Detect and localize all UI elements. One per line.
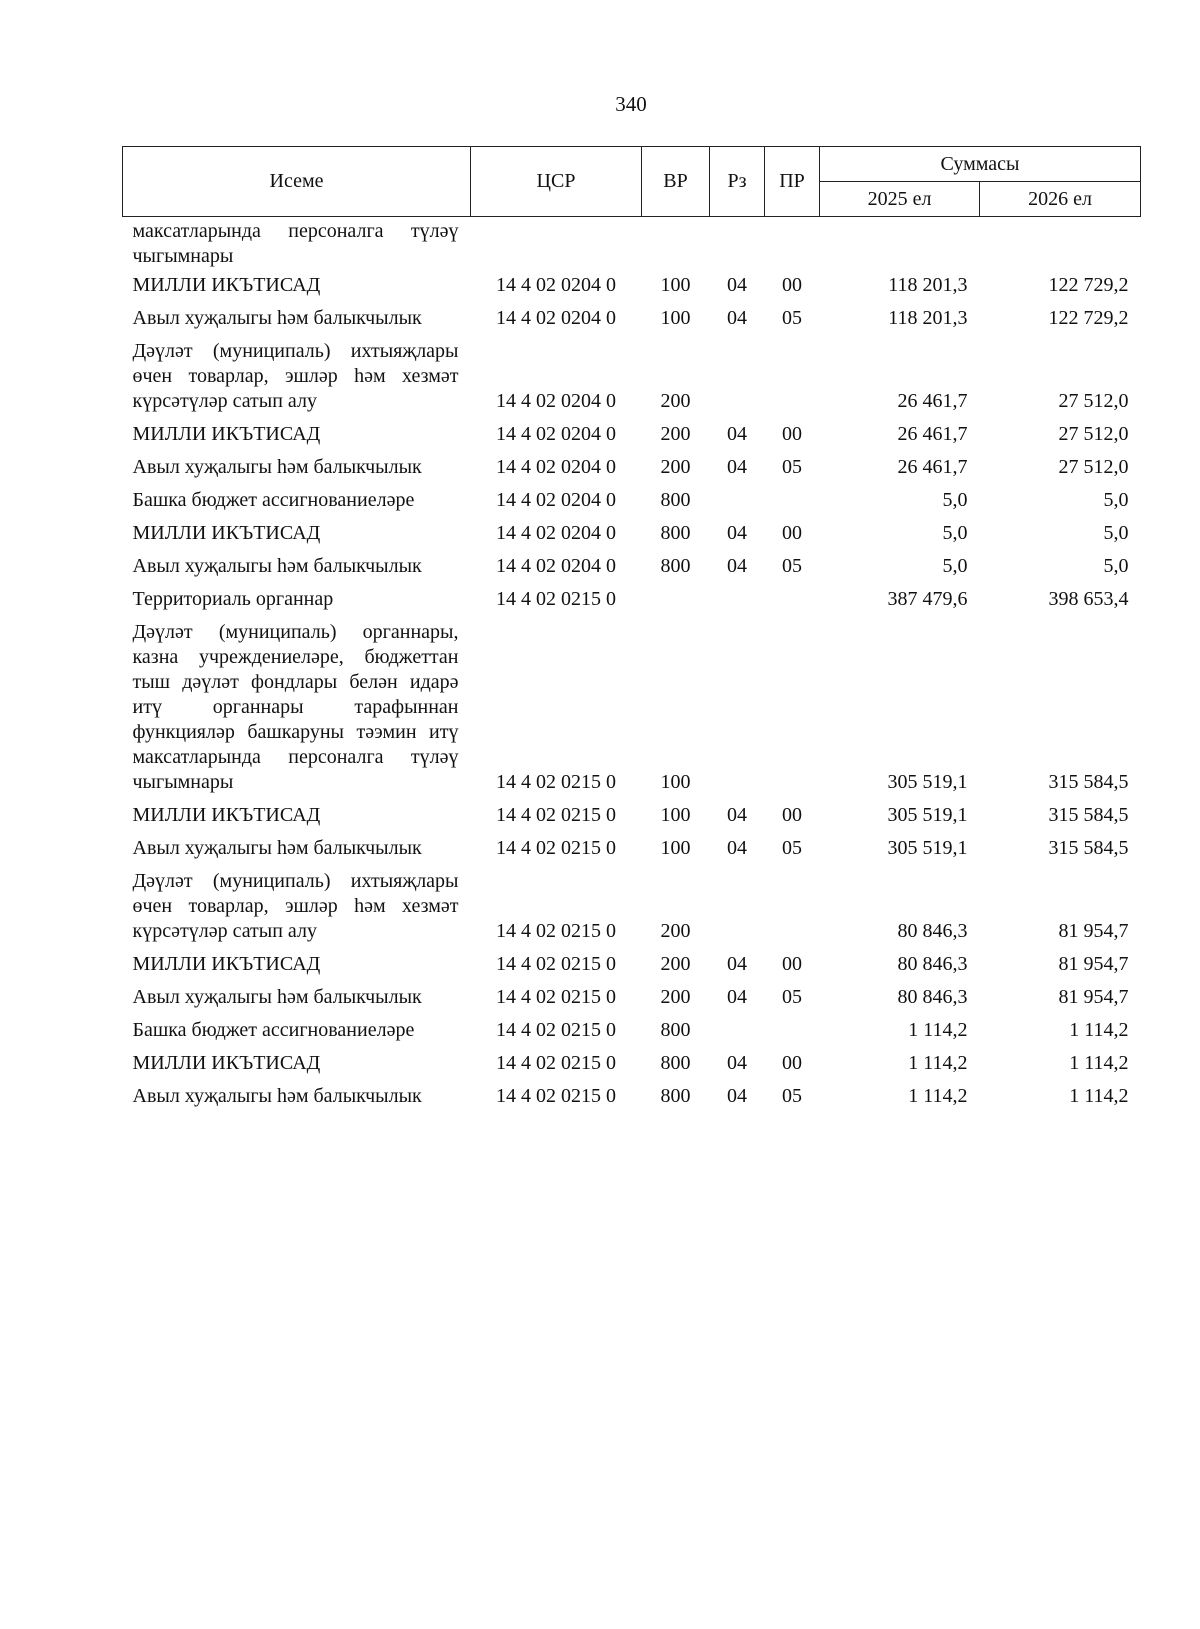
row-sum-2026: 315 584,5 — [1048, 771, 1129, 793]
row-sum-2025: 118 201,3 — [888, 307, 968, 329]
row-csr: 14 4 02 0204 0 — [496, 307, 616, 329]
row-vr: 200 — [660, 390, 691, 412]
row-sum-2026: 122 729,2 — [1048, 274, 1129, 296]
table-row — [123, 488, 1141, 521]
row-sum-2025: 1 114,2 — [908, 1019, 968, 1041]
row-sum-2025: 26 461,7 — [897, 390, 968, 412]
row-csr: 14 4 02 0215 0 — [496, 953, 616, 975]
row-pr: 00 — [782, 423, 802, 445]
row-rz — [710, 869, 765, 952]
row-pr: 00 — [782, 1052, 802, 1074]
row-csr: 14 4 02 0204 0 — [496, 555, 616, 577]
budget-table — [122, 146, 1141, 1117]
row-vr: 100 — [660, 804, 691, 826]
row-vr: 800 — [660, 522, 691, 544]
table-row — [123, 422, 1141, 455]
row-rz: 04 — [727, 456, 747, 478]
row-vr: 100 — [660, 837, 691, 859]
table-row — [123, 306, 1141, 339]
row-name: Территориаль органнар — [132, 588, 334, 610]
row-pr — [765, 869, 820, 952]
row-vr — [642, 587, 710, 620]
row-name: Авыл хуҗалыгы һәм балыкчылык — [132, 1085, 422, 1107]
header-rz: Рз — [710, 147, 765, 217]
row-csr: 14 4 02 0215 0 — [496, 804, 616, 826]
row-rz — [710, 217, 765, 274]
row-sum-2025: 5,0 — [942, 522, 968, 544]
row-pr — [765, 620, 820, 803]
row-name: Авыл хуҗалыгы һәм балыкчылык — [132, 986, 422, 1008]
row-rz — [710, 620, 765, 803]
row-pr: 05 — [782, 1085, 802, 1107]
table-row — [123, 985, 1141, 1018]
row-sum-2026: 27 512,0 — [1058, 456, 1129, 478]
row-pr: 05 — [782, 555, 802, 577]
row-rz: 04 — [727, 555, 747, 577]
row-csr: 14 4 02 0215 0 — [496, 920, 616, 942]
table-row — [123, 521, 1141, 554]
row-sum-2026: 27 512,0 — [1058, 390, 1129, 412]
row-name: Башка бюджет ассигнованиеләре — [132, 1019, 415, 1041]
row-vr: 200 — [660, 456, 691, 478]
row-rz: 04 — [727, 274, 747, 296]
row-vr: 100 — [660, 307, 691, 329]
row-sum-2025: 387 479,6 — [887, 588, 968, 610]
row-vr: 100 — [660, 274, 691, 296]
row-name: МИЛЛИ ИКЪТИСАД — [132, 274, 321, 296]
row-pr: 05 — [782, 307, 802, 329]
table-row — [123, 455, 1141, 488]
row-csr: 14 4 02 0215 0 — [496, 1052, 616, 1074]
header-year-2025: 2025 ел — [820, 182, 980, 217]
row-vr: 200 — [660, 986, 691, 1008]
row-vr: 800 — [660, 489, 691, 511]
row-sum-2025: 80 846,3 — [897, 953, 968, 975]
row-sum-2026: 27 512,0 — [1058, 423, 1129, 445]
row-name: Авыл хуҗалыгы һәм балыкчылык — [132, 456, 422, 478]
row-rz — [710, 1018, 765, 1051]
table-row — [123, 1084, 1141, 1117]
row-csr: 14 4 02 0215 0 — [496, 986, 616, 1008]
row-sum-2026: 1 114,2 — [1069, 1052, 1129, 1074]
header-csr: ЦСР — [471, 147, 642, 217]
row-name: Дәүләт (муниципаль) ихтыяҗлары өчен товарлар, эшләр һәм хезмәт күрсәтүләр сатып алу — [132, 870, 459, 942]
row-sum-2026: 81 954,7 — [1058, 953, 1129, 975]
table-row — [123, 217, 1141, 274]
row-csr — [471, 217, 642, 274]
header-vr: ВР — [642, 147, 710, 217]
row-vr: 200 — [660, 953, 691, 975]
row-rz: 04 — [727, 1052, 747, 1074]
row-vr: 200 — [660, 423, 691, 445]
row-name: МИЛЛИ ИКЪТИСАД — [132, 953, 321, 975]
row-pr: 00 — [782, 274, 802, 296]
row-vr: 100 — [660, 771, 691, 793]
row-name: Дәүләт (муниципаль) органнары, казна учреждениеләре, бюджеттан тыш дәүләт фондлары белән идарә итү органнары тарафыннан функцияләр башкаруны тәэмин итү максатларында персоналга түләү чыгымнары — [132, 621, 459, 793]
row-name: Авыл хуҗалыгы һәм балыкчылык — [132, 837, 422, 859]
table-row — [123, 952, 1141, 985]
row-name: Авыл хуҗалыгы һәм балыкчылык — [132, 555, 422, 577]
row-sum-2025: 26 461,7 — [897, 456, 968, 478]
row-rz: 04 — [727, 986, 747, 1008]
row-csr: 14 4 02 0215 0 — [496, 588, 616, 610]
row-rz — [710, 488, 765, 521]
row-name: Дәүләт (муниципаль) ихтыяҗлары өчен товарлар, эшләр һәм хезмәт күрсәтүләр сатып алу — [132, 340, 459, 412]
row-rz: 04 — [727, 837, 747, 859]
row-sum-2025: 305 519,1 — [887, 804, 968, 826]
table-row — [123, 620, 1141, 803]
row-sum-2026: 122 729,2 — [1048, 307, 1129, 329]
header-pr: ПР — [765, 147, 820, 217]
row-sum-2026: 315 584,5 — [1048, 804, 1129, 826]
row-sum-2025: 80 846,3 — [897, 920, 968, 942]
row-pr: 05 — [782, 456, 802, 478]
row-name: МИЛЛИ ИКЪТИСАД — [132, 522, 321, 544]
row-rz: 04 — [727, 307, 747, 329]
row-sum-2025: 118 201,3 — [888, 274, 968, 296]
row-csr: 14 4 02 0204 0 — [496, 522, 616, 544]
row-csr: 14 4 02 0204 0 — [496, 274, 616, 296]
row-pr: 05 — [782, 837, 802, 859]
row-pr — [765, 339, 820, 422]
row-sum-2025: 305 519,1 — [887, 837, 968, 859]
row-csr: 14 4 02 0215 0 — [496, 771, 616, 793]
row-sum-2026: 1 114,2 — [1069, 1085, 1129, 1107]
row-name: МИЛЛИ ИКЪТИСАД — [132, 423, 321, 445]
row-sum-2025: 305 519,1 — [887, 771, 968, 793]
page-number: 340 — [615, 92, 647, 116]
table-body — [123, 217, 1141, 1118]
row-rz: 04 — [727, 1085, 747, 1107]
row-pr — [765, 217, 820, 274]
table-header — [123, 147, 1141, 217]
row-sum-2026: 81 954,7 — [1058, 920, 1129, 942]
table-row — [123, 1051, 1141, 1084]
row-sum-2026: 5,0 — [1103, 489, 1129, 511]
row-sum-2025: 5,0 — [942, 489, 968, 511]
row-sum-2026: 5,0 — [1103, 555, 1129, 577]
table-row — [123, 273, 1141, 306]
table-row — [123, 587, 1141, 620]
row-pr: 05 — [782, 986, 802, 1008]
row-rz: 04 — [727, 953, 747, 975]
row-sum-2026: 398 653,4 — [1048, 588, 1129, 610]
row-sum-2026: 5,0 — [1103, 522, 1129, 544]
row-csr: 14 4 02 0215 0 — [496, 1085, 616, 1107]
row-sum-2026: 1 114,2 — [1069, 1019, 1129, 1041]
table-row — [123, 836, 1141, 869]
table-row — [123, 803, 1141, 836]
row-csr: 14 4 02 0204 0 — [496, 489, 616, 511]
row-sum-2025 — [820, 217, 980, 274]
header-name: Исеме — [123, 147, 471, 217]
row-pr — [765, 587, 820, 620]
row-sum-2026 — [980, 217, 1141, 274]
row-rz: 04 — [727, 804, 747, 826]
row-vr: 800 — [660, 1052, 691, 1074]
row-rz — [710, 339, 765, 422]
row-rz: 04 — [727, 522, 747, 544]
table-row — [123, 554, 1141, 587]
row-sum-2025: 26 461,7 — [897, 423, 968, 445]
row-pr — [765, 488, 820, 521]
row-vr: 800 — [660, 1019, 691, 1041]
row-csr: 14 4 02 0204 0 — [496, 423, 616, 445]
row-sum-2025: 5,0 — [942, 555, 968, 577]
row-rz — [710, 587, 765, 620]
row-csr: 14 4 02 0204 0 — [496, 390, 616, 412]
row-name: максатларында персоналга түләү чыгымнары — [132, 220, 459, 267]
row-pr: 00 — [782, 804, 802, 826]
table-row — [123, 339, 1141, 422]
row-name: Башка бюджет ассигнованиеләре — [132, 489, 415, 511]
row-csr: 14 4 02 0215 0 — [496, 1019, 616, 1041]
header-year-2026: 2026 ел — [980, 182, 1141, 217]
header-sums: Суммасы — [820, 147, 1141, 182]
row-name: МИЛЛИ ИКЪТИСАД — [132, 804, 321, 826]
row-vr — [642, 217, 710, 274]
table-row — [123, 1018, 1141, 1051]
row-pr: 00 — [782, 522, 802, 544]
row-sum-2025: 1 114,2 — [908, 1085, 968, 1107]
row-sum-2025: 1 114,2 — [908, 1052, 968, 1074]
row-csr: 14 4 02 0204 0 — [496, 456, 616, 478]
row-pr: 00 — [782, 953, 802, 975]
row-vr: 800 — [660, 555, 691, 577]
row-pr — [765, 1018, 820, 1051]
row-rz: 04 — [727, 423, 747, 445]
row-csr: 14 4 02 0215 0 — [496, 837, 616, 859]
row-vr: 200 — [660, 920, 691, 942]
row-name: Авыл хуҗалыгы һәм балыкчылык — [132, 307, 422, 329]
row-sum-2025: 80 846,3 — [897, 986, 968, 1008]
row-sum-2026: 81 954,7 — [1058, 986, 1129, 1008]
row-vr: 800 — [660, 1085, 691, 1107]
row-sum-2026: 315 584,5 — [1048, 837, 1129, 859]
row-name: МИЛЛИ ИКЪТИСАД — [132, 1052, 321, 1074]
table-row — [123, 869, 1141, 952]
